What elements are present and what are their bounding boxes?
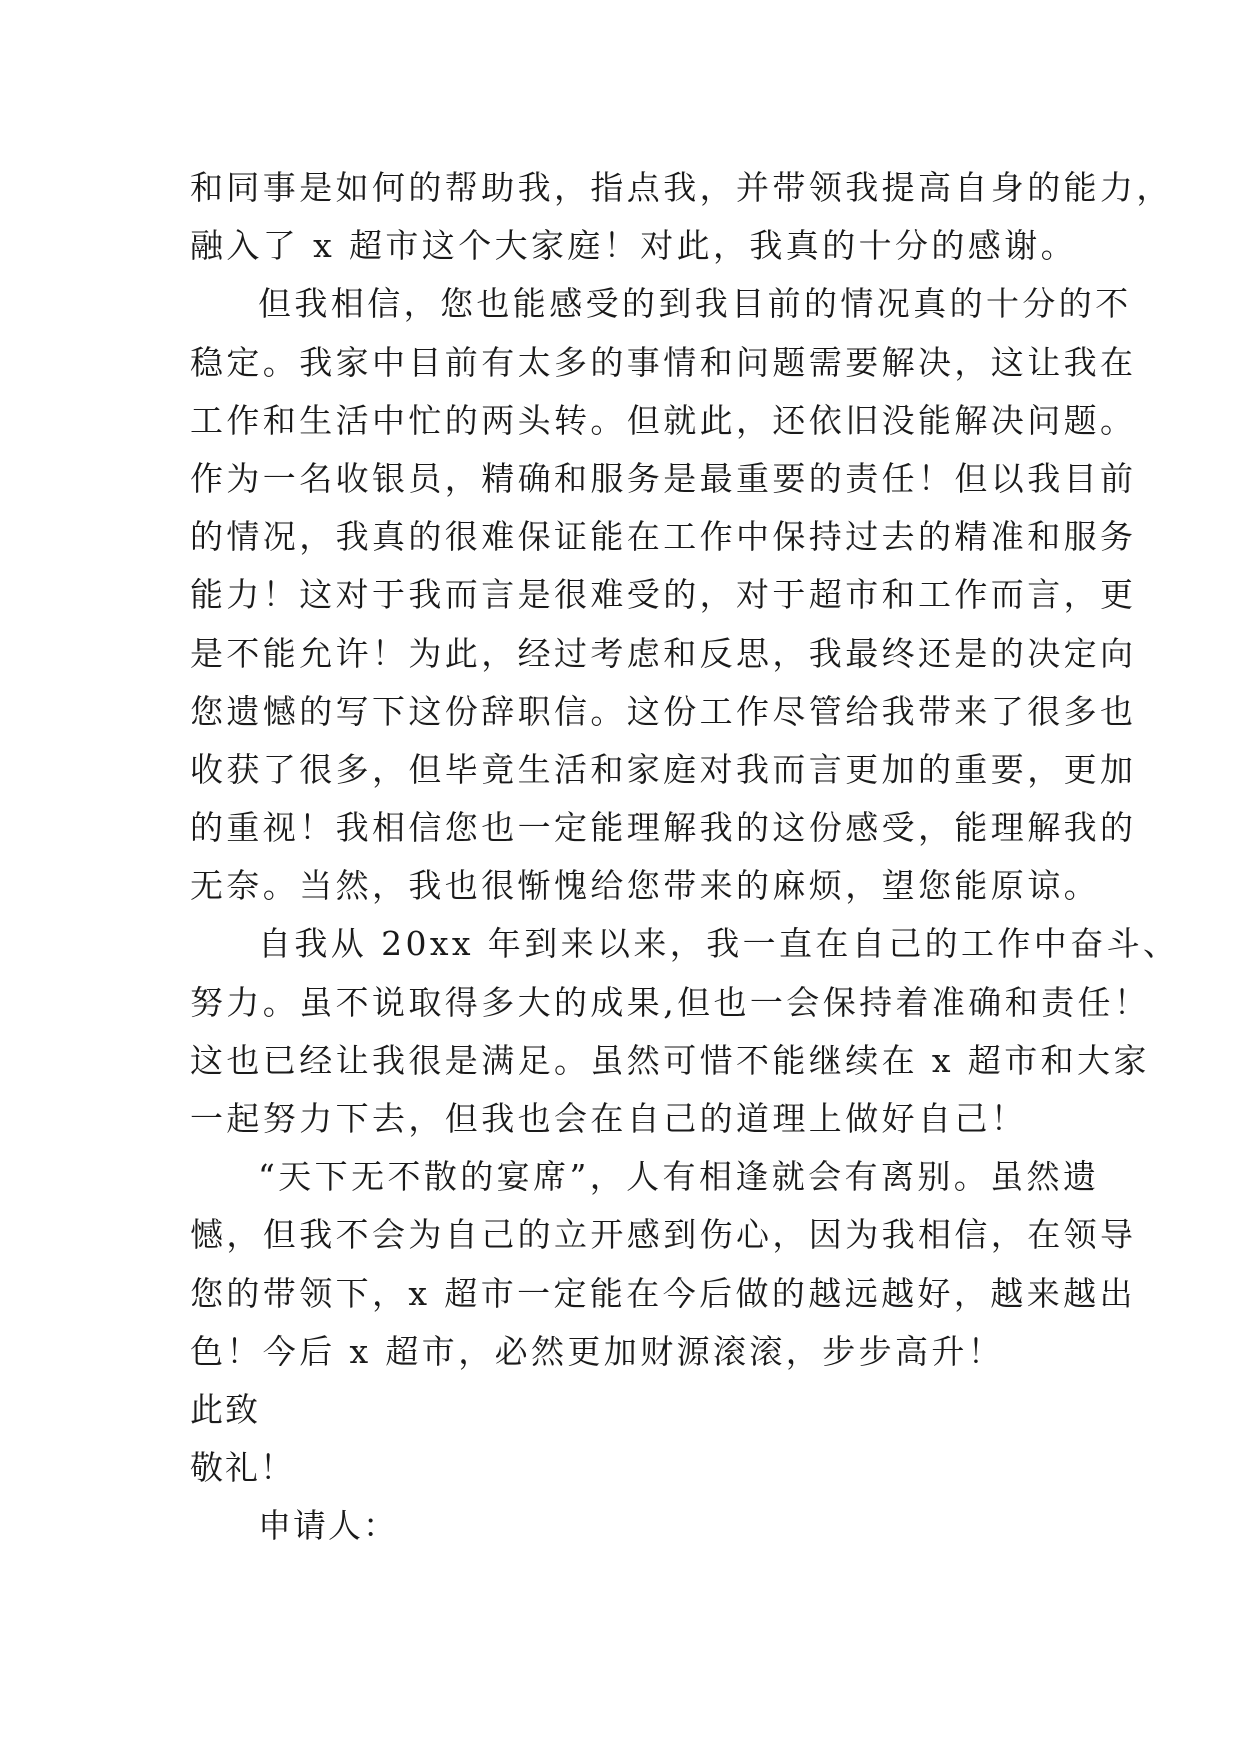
- text-line: 收获了很多，但毕竟生活和家庭对我而言更加的重要，更加: [190, 749, 1137, 789]
- closing-regards: 敬礼！: [190, 1448, 295, 1488]
- text-line: 的情况，我真的很难保证能在工作中保持过去的精准和服务: [190, 517, 1137, 557]
- text-line: 一起努力下去，但我也会在自己的道理上做好自己！: [190, 1099, 1028, 1138]
- text-line: 色！今后 x 超市，必然更加财源滚滚，步步高升！: [190, 1331, 1005, 1371]
- applicant-signature-label: 申请人：: [258, 1506, 398, 1546]
- letter-body: [190, 159, 1180, 1556]
- text-line: 您遗憾的写下这份辞职信。这份工作尽管给我带来了很多也: [190, 691, 1137, 731]
- text-line: 稳定。我家中目前有太多的事情和问题需要解决，这让我在: [190, 342, 1137, 382]
- text-line: 您的带领下，x 超市一定能在今后做的越远越好，越来越出: [190, 1273, 1136, 1313]
- text-line: 是不能允许！为此，经过考虑和反思，我最终还是的决定向: [190, 633, 1137, 673]
- text-line: 融入了 x 超市这个大家庭！对此，我真的十分的感谢。: [190, 226, 1077, 266]
- paragraph-start-line: 但我相信，您也能感受的到我目前的情况真的十分的不: [258, 284, 1132, 324]
- text-line: 能力！这对于我而言是很难受的，对于超市和工作而言，更: [190, 575, 1137, 615]
- text-line: 无奈。当然，我也很惭愧给您带来的麻烦，望您能原谅。: [190, 866, 1100, 906]
- text-line: 憾，但我不会为自己的立开感到伤心，因为我相信，在领导: [190, 1215, 1137, 1255]
- text-line: 和同事是如何的帮助我，指点我，并带领我提高自身的能力，: [190, 168, 1173, 207]
- text-line: 的重视！我相信您也一定能理解我的这份感受，能理解我的: [190, 808, 1137, 848]
- text-line: 作为一名收银员，精确和服务是最重要的责任！但以我目前: [190, 458, 1137, 498]
- paragraph-start-line: 自我从 20xx 年到来以来，我一直在自己的工作中奋斗、: [258, 924, 1180, 964]
- paragraph-start-line: “天下无不散的宴席”，人有相逢就会有离别。虽然遗: [258, 1157, 1100, 1197]
- text-line: 努力。虽不说取得多大的成果,但也一会保持着准确和责任！: [190, 982, 1151, 1022]
- text-line: 这也已经让我很是满足。虽然可惜不能继续在 x 超市和大家: [190, 1040, 1150, 1080]
- closing-salutation: 此致: [190, 1389, 260, 1429]
- text-line: 工作和生活中忙的两头转。但就此，还依旧没能解决问题。: [190, 400, 1137, 440]
